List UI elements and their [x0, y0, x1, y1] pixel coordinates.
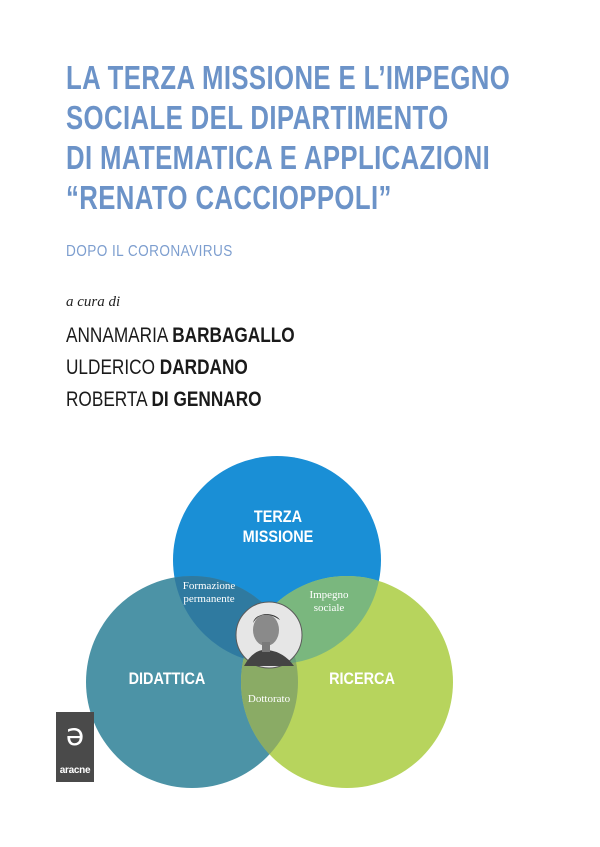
label-terza: TERZA [253, 507, 303, 527]
label-permanente: permanente [183, 593, 235, 605]
editor-surname: DARDANO [159, 356, 248, 379]
editor-first-name: ROBERTA [66, 388, 147, 411]
publisher-name: aracne [59, 765, 91, 776]
editor-first-name: ANNAMARIA [66, 324, 168, 347]
title-line-4: “RENATO CACCIOPPOLI” [66, 179, 392, 216]
label-ricerca: RICERCA [329, 669, 395, 689]
book-title [66, 58, 511, 218]
editors-list [66, 320, 345, 416]
editor-surname: DI GENNARO [151, 388, 262, 411]
aracne-logo-icon: ə [65, 718, 85, 753]
title-line-2: SOCIALE DEL DIPARTIMENTO [66, 99, 449, 136]
label-missione: MISSIONE [242, 527, 314, 547]
publisher-logo [56, 712, 94, 782]
title-line-3: DI MATEMATICA E APPLICAZIONI [66, 139, 491, 176]
portrait-photo [236, 602, 302, 668]
editor-2 [66, 352, 295, 384]
label-sociale: sociale [313, 602, 345, 614]
label-didattica: DIDATTICA [128, 669, 206, 689]
editor-1 [66, 320, 295, 352]
title-line-1: LA TERZA MISSIONE E L’IMPEGNO [66, 59, 511, 96]
edited-by-label: a cura di [66, 294, 121, 310]
label-formazione: Formazione [182, 580, 236, 592]
editor-first-name: ULDERICO [66, 356, 155, 379]
label-dottorato: Dottorato [247, 693, 291, 705]
book-subtitle: DOPO IL CORONAVIRUS [66, 243, 233, 260]
venn-diagram [0, 430, 600, 847]
editor-3 [66, 384, 295, 416]
label-impegno: Impegno [309, 589, 349, 601]
editor-surname: BARBAGALLO [172, 324, 295, 347]
